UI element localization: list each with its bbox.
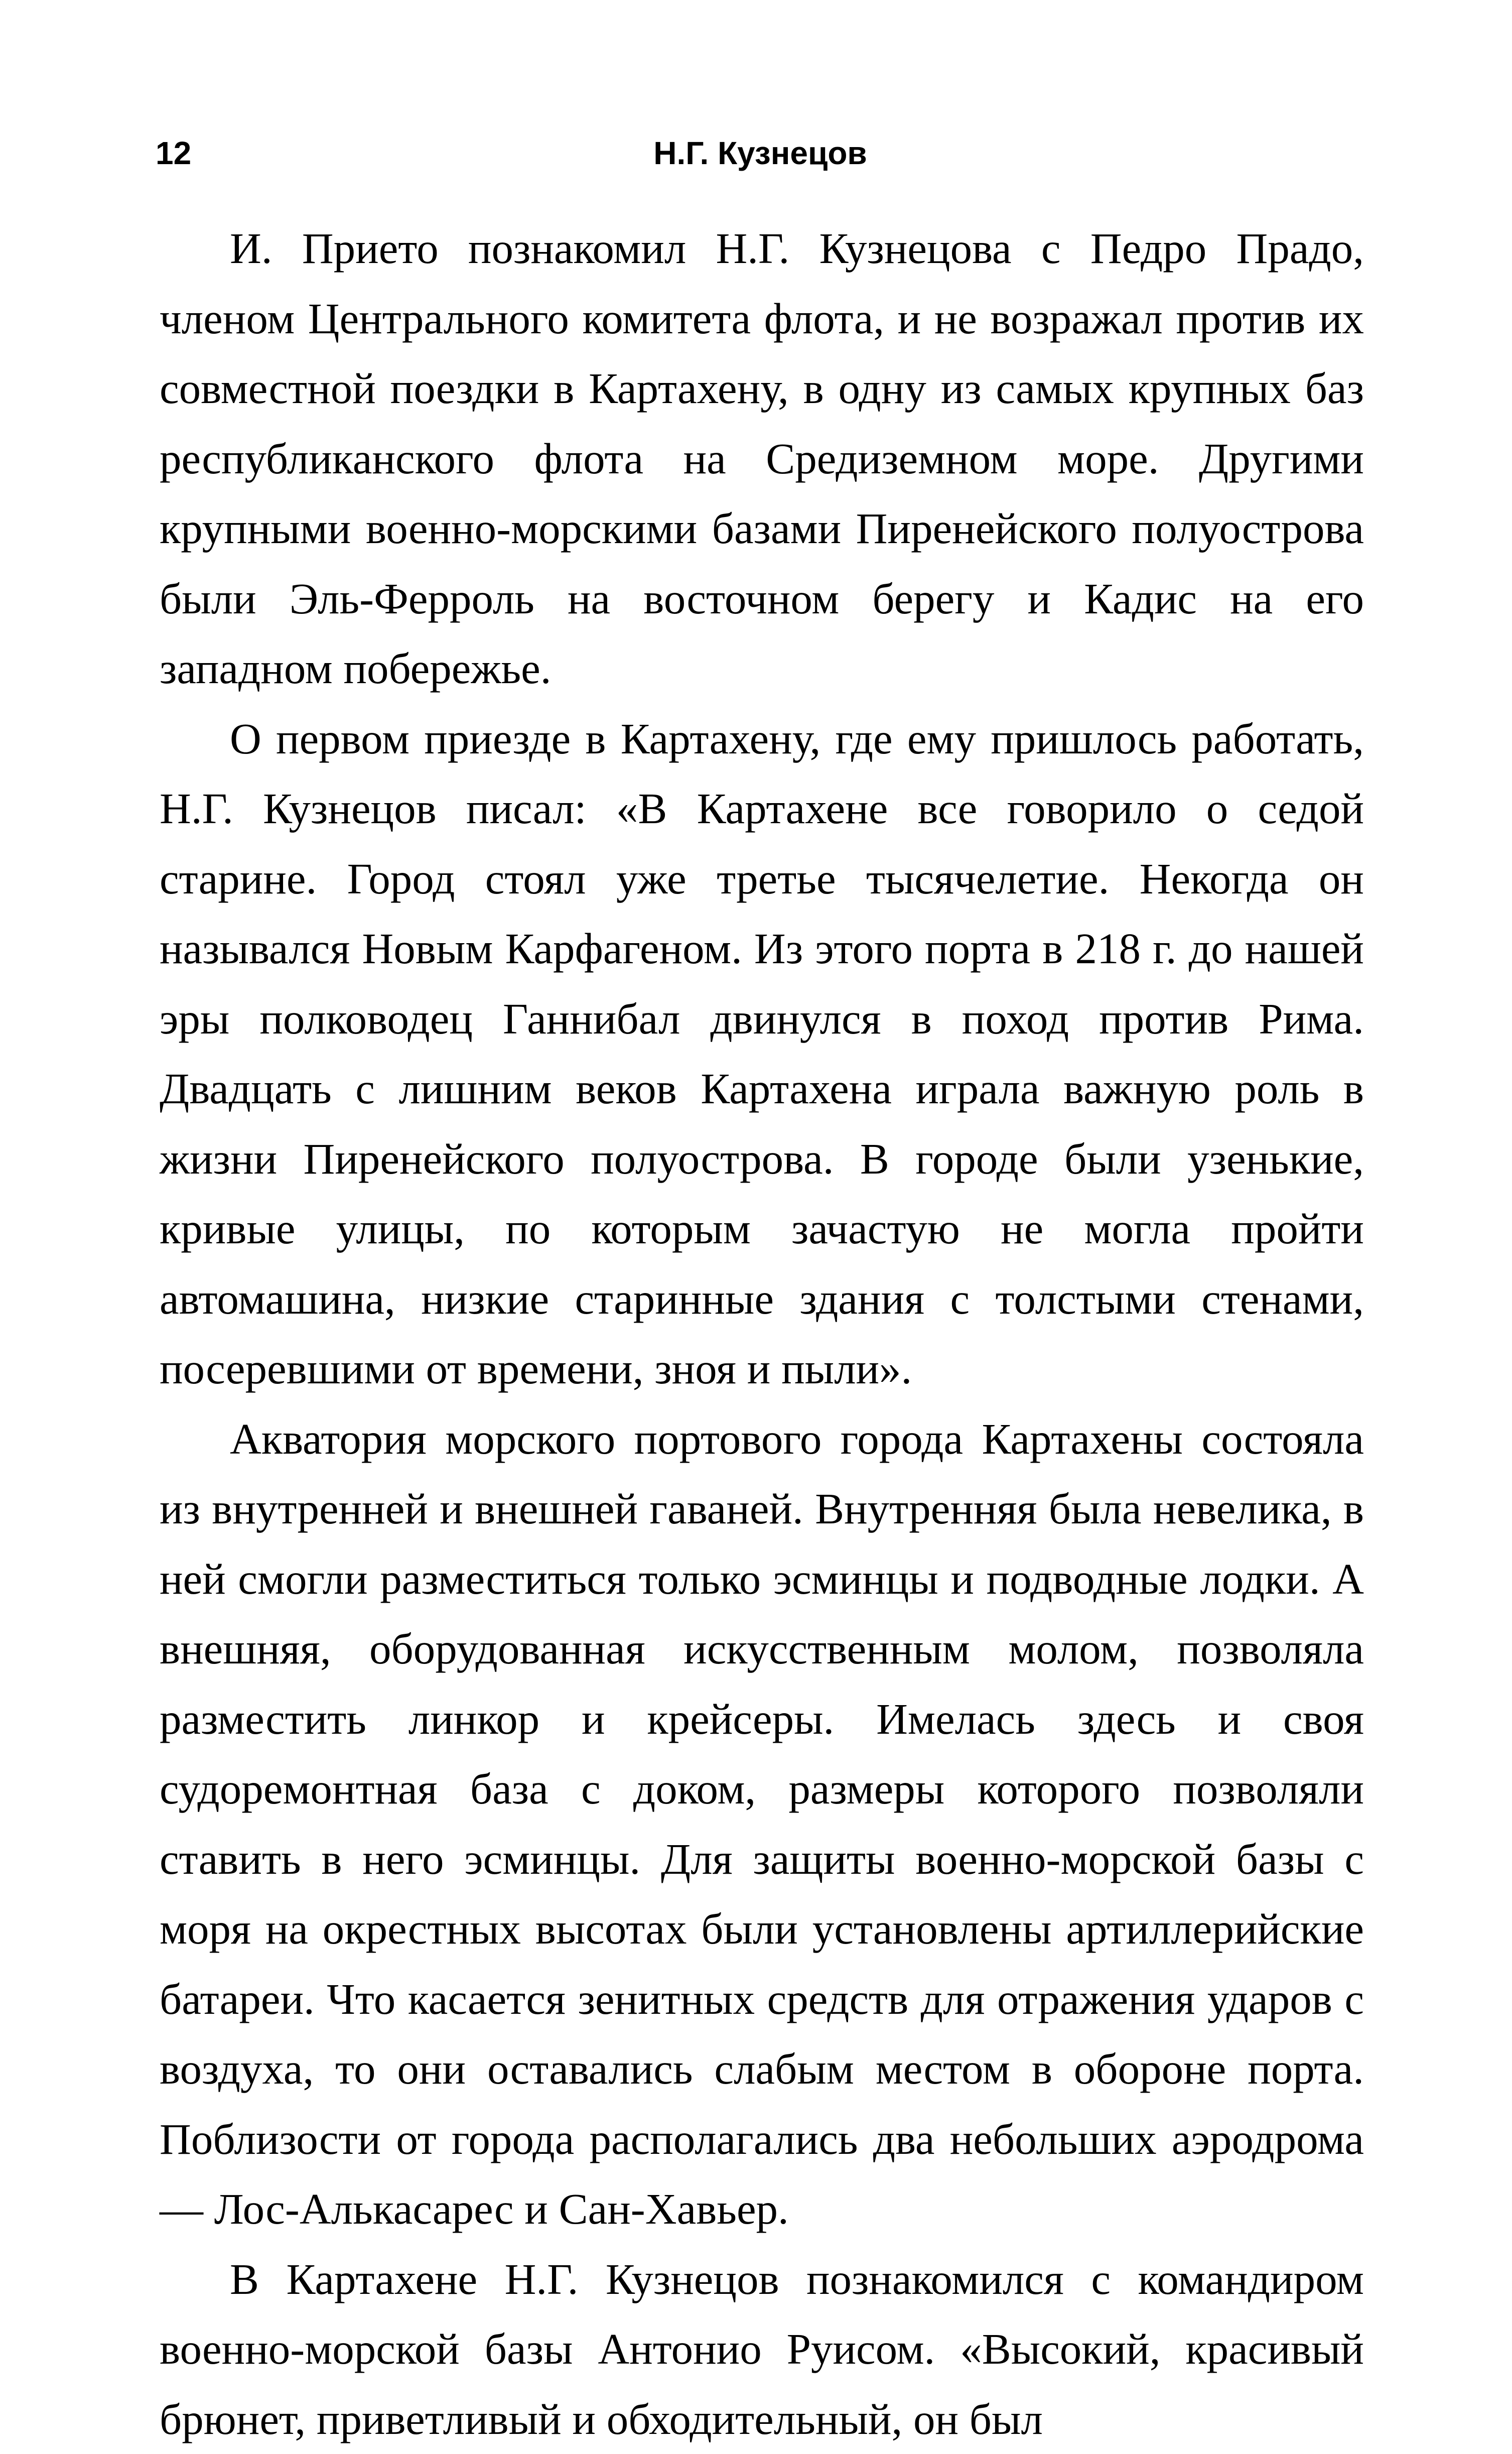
- paragraph: О первом приезде в Картахену, где ему пришлось работать, Н.Г. Кузнецов писал: «В Картахене все говорило о седой старине. Город стоял уже третье тысячелетие. Некогда он назывался Новым Карфагеном. Из этого порта в 218 г. до нашей эры полководец Ганнибал двинулся в поход против Рима. Двадцать с лишним веков Картахена играла важную роль в жизни Пиренейского полуострова. В городе были узенькие, кривые улицы, по которым зачастую не могла пройти автомашина, низкие старинные здания с толстыми стенами, посеревшими от времени, зноя и пыли».: [160, 704, 1364, 1404]
- body-text: [160, 213, 1364, 2454]
- running-title: Н.Г. Кузнецов: [156, 125, 1365, 181]
- paragraph: В Картахене Н.Г. Кузнецов познакомился с командиром военно-морской базы Антонио Руисом. «Высокий, красивый брюнет, приветливый и обходительный, он был: [160, 2244, 1364, 2454]
- running-head: [156, 125, 1365, 181]
- paragraph: И. Прието познакомил Н.Г. Кузнецова с Педро Прадо, членом Центрального комитета флота, и не возражал против их совместной поездки в Картахену, в одну из самых крупных баз республиканского флота на Средиземном море. Другими крупными военно-морскими базами Пиренейского полуострова были Эль-Ферроль на восточном берегу и Кадис на его западном побережье.: [160, 213, 1364, 704]
- page-number: 12: [156, 125, 191, 181]
- paragraph: Акватория морского портового города Картахены состояла из внутренней и внешней гаваней. Внутренняя была невелика, в ней смогли разместиться только эсминцы и подводные лодки. А внешняя, оборудованная искусственным молом, позволяла разместить линкор и крейсеры. Имелась здесь и своя судоремонтная база с доком, размеры которого позволяли ставить в него эсминцы. Для защиты военно-морской базы с моря на окрестных высотах были установлены артиллерийские батареи. Что касается зенитных средств для отражения ударов с воздуха, то они оставались слабым местом в обороне порта. Поблизости от города располагались два небольших аэродрома — Лос-Алькасарес и Сан-Хавьер.: [160, 1404, 1364, 2244]
